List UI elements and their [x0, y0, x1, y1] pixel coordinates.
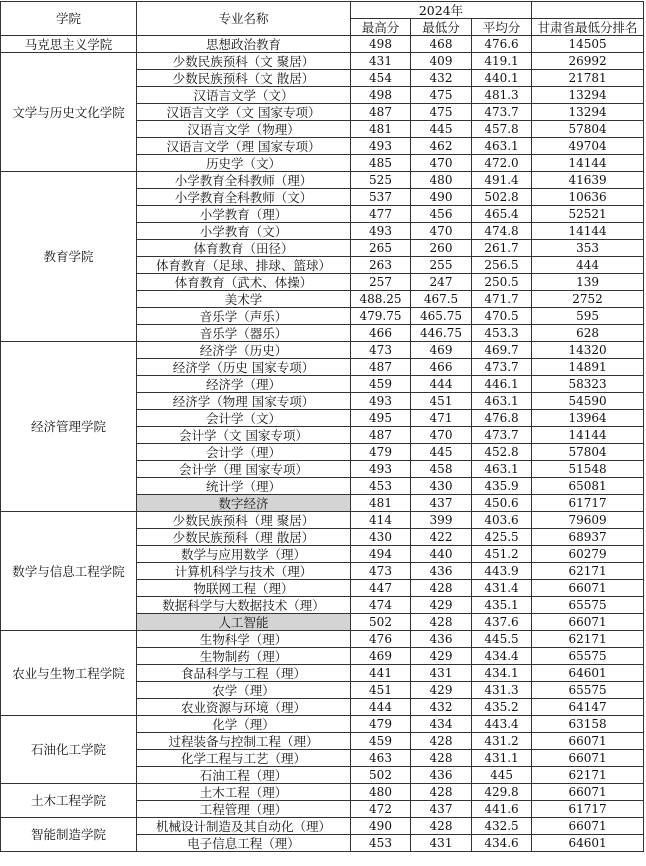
avg-score-cell: 431.1: [472, 750, 532, 767]
rank-cell: 2752: [532, 291, 644, 308]
avg-score-cell: 256.5: [472, 257, 532, 274]
avg-score-cell: 463.1: [472, 461, 532, 478]
major-cell: 少数民族预科（理 聚居）: [137, 512, 351, 529]
major-cell: 食品科学与工程（理）: [137, 665, 351, 682]
avg-score-cell: 471.7: [472, 291, 532, 308]
major-cell: 体育教育（武术、体操）: [137, 274, 351, 291]
rank-cell: 139: [532, 274, 644, 291]
min-score-cell: 465.75: [411, 308, 472, 325]
major-cell: 会计学（文 国家专项）: [137, 427, 351, 444]
major-cell: 生物制药（理）: [137, 648, 351, 665]
rank-cell: 14320: [532, 342, 644, 359]
avg-score-cell: 443.9: [472, 563, 532, 580]
college-cell: 文学与历史文化学院: [1, 53, 137, 172]
avg-score-cell: 469.7: [472, 342, 532, 359]
max-score-cell: 502: [351, 614, 411, 631]
avg-score-cell: 440.1: [472, 70, 532, 87]
rank-cell: 62171: [532, 631, 644, 648]
avg-score-cell: 470.5: [472, 308, 532, 325]
college-cell: 智能制造学院: [1, 818, 137, 852]
avg-score-cell: 502.8: [472, 189, 532, 206]
avg-score-cell: 434.4: [472, 648, 532, 665]
min-score-cell: 440: [411, 546, 472, 563]
table-row: [1, 53, 644, 70]
major-cell: 机械设计制造及其自动化（理）: [137, 818, 351, 835]
rank-cell: 14505: [532, 36, 644, 53]
header-max: 最高分: [351, 19, 411, 36]
major-cell: 少数民族预科（文 聚居）: [137, 53, 351, 70]
avg-score-cell: 473.7: [472, 104, 532, 121]
min-score-cell: 470: [411, 427, 472, 444]
rank-cell: 10636: [532, 189, 644, 206]
rank-cell: 353: [532, 240, 644, 257]
avg-score-cell: 476.6: [472, 36, 532, 53]
max-score-cell: 537: [351, 189, 411, 206]
min-score-cell: 470: [411, 223, 472, 240]
avg-score-cell: 431.3: [472, 682, 532, 699]
min-score-cell: 432: [411, 70, 472, 87]
avg-score-cell: 403.6: [472, 512, 532, 529]
min-score-cell: 434: [411, 716, 472, 733]
major-cell: 电子信息工程（理）: [137, 835, 351, 852]
max-score-cell: 493: [351, 461, 411, 478]
max-score-cell: 481: [351, 121, 411, 138]
avg-score-cell: 261.7: [472, 240, 532, 257]
rank-cell: 68937: [532, 529, 644, 546]
min-score-cell: 436: [411, 563, 472, 580]
major-cell: 汉语言文学（文）: [137, 87, 351, 104]
max-score-cell: 479: [351, 716, 411, 733]
max-score-cell: 493: [351, 138, 411, 155]
major-cell: 农学（理）: [137, 682, 351, 699]
major-cell: 音乐学（声乐）: [137, 308, 351, 325]
rank-cell: 65575: [532, 648, 644, 665]
max-score-cell: 479.75: [351, 308, 411, 325]
max-score-cell: 495: [351, 410, 411, 427]
max-score-cell: 502: [351, 767, 411, 784]
major-cell: 统计学（理）: [137, 478, 351, 495]
college-cell: 土木工程学院: [1, 784, 137, 818]
max-score-cell: 430: [351, 529, 411, 546]
major-cell: 化学（理）: [137, 716, 351, 733]
min-score-cell: 445: [411, 444, 472, 461]
max-score-cell: 459: [351, 376, 411, 393]
rank-cell: 13294: [532, 87, 644, 104]
min-score-cell: 471: [411, 410, 472, 427]
table-row: [1, 784, 644, 801]
max-score-cell: 487: [351, 359, 411, 376]
rank-cell: 14144: [532, 223, 644, 240]
min-score-cell: 458: [411, 461, 472, 478]
max-score-cell: 472: [351, 801, 411, 818]
table-row: [1, 172, 644, 189]
rank-cell: 49704: [532, 138, 644, 155]
rank-cell: 66071: [532, 818, 644, 835]
min-score-cell: 428: [411, 614, 472, 631]
min-score-cell: 475: [411, 87, 472, 104]
rank-cell: 63158: [532, 716, 644, 733]
max-score-cell: 453: [351, 835, 411, 852]
min-score-cell: 445: [411, 121, 472, 138]
avg-score-cell: 419.1: [472, 53, 532, 70]
min-score-cell: 422: [411, 529, 472, 546]
min-score-cell: 431: [411, 665, 472, 682]
avg-score-cell: 446.1: [472, 376, 532, 393]
table-row: [1, 36, 644, 53]
avg-score-cell: 434.1: [472, 665, 532, 682]
major-cell: 会计学（理 国家专项）: [137, 461, 351, 478]
max-score-cell: 493: [351, 223, 411, 240]
max-score-cell: 488.25: [351, 291, 411, 308]
major-cell: 经济学（历史）: [137, 342, 351, 359]
min-score-cell: 428: [411, 733, 472, 750]
rank-cell: 61717: [532, 495, 644, 512]
avg-score-cell: 491.4: [472, 172, 532, 189]
avg-score-cell: 452.8: [472, 444, 532, 461]
max-score-cell: 459: [351, 733, 411, 750]
college-cell: 经济管理学院: [1, 342, 137, 512]
min-score-cell: 456: [411, 206, 472, 223]
max-score-cell: 490: [351, 818, 411, 835]
max-score-cell: 476: [351, 631, 411, 648]
avg-score-cell: 435.9: [472, 478, 532, 495]
table-row: [1, 716, 644, 733]
avg-score-cell: 450.6: [472, 495, 532, 512]
rank-cell: 444: [532, 257, 644, 274]
min-score-cell: 260: [411, 240, 472, 257]
rank-cell: 51548: [532, 461, 644, 478]
max-score-cell: 265: [351, 240, 411, 257]
major-cell: 汉语言文学（物理）: [137, 121, 351, 138]
major-cell: 物联网工程（理）: [137, 580, 351, 597]
avg-score-cell: 435.1: [472, 597, 532, 614]
max-score-cell: 525: [351, 172, 411, 189]
major-cell: 会计学（理）: [137, 444, 351, 461]
admission-score-table: [0, 1, 644, 852]
max-score-cell: 444: [351, 699, 411, 716]
max-score-cell: 454: [351, 70, 411, 87]
rank-cell: 41639: [532, 172, 644, 189]
rank-cell: 79609: [532, 512, 644, 529]
min-score-cell: 451: [411, 393, 472, 410]
max-score-cell: 473: [351, 342, 411, 359]
min-score-cell: 468: [411, 36, 472, 53]
avg-score-cell: 476.8: [472, 410, 532, 427]
max-score-cell: 263: [351, 257, 411, 274]
major-cell: 美术学: [137, 291, 351, 308]
rank-cell: 58323: [532, 376, 644, 393]
header-blank: [532, 2, 644, 19]
min-score-cell: 247: [411, 274, 472, 291]
avg-score-cell: 435.2: [472, 699, 532, 716]
major-cell: 会计学（文）: [137, 410, 351, 427]
max-score-cell: 487: [351, 104, 411, 121]
major-cell: 数学与应用数学（理）: [137, 546, 351, 563]
max-score-cell: 487: [351, 427, 411, 444]
college-cell: 农业与生物工程学院: [1, 631, 137, 716]
avg-score-cell: 425.5: [472, 529, 532, 546]
max-score-cell: 463: [351, 750, 411, 767]
avg-score-cell: 453.3: [472, 325, 532, 342]
max-score-cell: 431: [351, 53, 411, 70]
rank-cell: 64601: [532, 835, 644, 852]
min-score-cell: 429: [411, 597, 472, 614]
rank-cell: 66071: [532, 784, 644, 801]
min-score-cell: 467.5: [411, 291, 472, 308]
min-score-cell: 428: [411, 750, 472, 767]
rank-cell: 14144: [532, 427, 644, 444]
max-score-cell: 257: [351, 274, 411, 291]
major-cell: 少数民族预科（理 散居）: [137, 529, 351, 546]
min-score-cell: 437: [411, 801, 472, 818]
avg-score-cell: 463.1: [472, 393, 532, 410]
major-cell: 人工智能: [137, 614, 351, 631]
min-score-cell: 470: [411, 155, 472, 172]
avg-score-cell: 429.8: [472, 784, 532, 801]
major-cell: 少数民族预科（文 散居）: [137, 70, 351, 87]
rank-cell: 21781: [532, 70, 644, 87]
header-rank: 甘肃省最低分排名: [532, 19, 644, 36]
min-score-cell: 428: [411, 784, 472, 801]
rank-cell: 65575: [532, 597, 644, 614]
max-score-cell: 441: [351, 665, 411, 682]
max-score-cell: 451: [351, 682, 411, 699]
table-row: [1, 818, 644, 835]
min-score-cell: 469: [411, 342, 472, 359]
major-cell: 小学教育全科教师（文）: [137, 189, 351, 206]
rank-cell: 52521: [532, 206, 644, 223]
college-cell: 教育学院: [1, 172, 137, 342]
rank-cell: 65575: [532, 682, 644, 699]
max-score-cell: 453: [351, 478, 411, 495]
max-score-cell: 498: [351, 36, 411, 53]
rank-cell: 57804: [532, 444, 644, 461]
avg-score-cell: 445: [472, 767, 532, 784]
min-score-cell: 436: [411, 631, 472, 648]
avg-score-cell: 434.6: [472, 835, 532, 852]
max-score-cell: 469: [351, 648, 411, 665]
max-score-cell: 477: [351, 206, 411, 223]
rank-cell: 26992: [532, 53, 644, 70]
avg-score-cell: 445.5: [472, 631, 532, 648]
min-score-cell: 431: [411, 835, 472, 852]
avg-score-cell: 437.6: [472, 614, 532, 631]
major-cell: 数字经济: [137, 495, 351, 512]
rank-cell: 54590: [532, 393, 644, 410]
avg-score-cell: 457.8: [472, 121, 532, 138]
major-cell: 小学教育（文）: [137, 223, 351, 240]
min-score-cell: 430: [411, 478, 472, 495]
max-score-cell: 479: [351, 444, 411, 461]
header-min: 最低分: [411, 19, 472, 36]
major-cell: 农业资源与环境（理）: [137, 699, 351, 716]
header-row-1: [1, 2, 644, 19]
major-cell: 经济学（历史 国家专项）: [137, 359, 351, 376]
major-cell: 计算机科学与技术（理）: [137, 563, 351, 580]
major-cell: 体育教育（足球、排球、篮球）: [137, 257, 351, 274]
min-score-cell: 444: [411, 376, 472, 393]
min-score-cell: 480: [411, 172, 472, 189]
avg-score-cell: 431.2: [472, 733, 532, 750]
major-cell: 工程管理（理）: [137, 801, 351, 818]
major-cell: 体育教育（田径）: [137, 240, 351, 257]
rank-cell: 66071: [532, 580, 644, 597]
rank-cell: 66071: [532, 614, 644, 631]
max-score-cell: 473: [351, 563, 411, 580]
rank-cell: 13294: [532, 104, 644, 121]
avg-score-cell: 472.0: [472, 155, 532, 172]
rank-cell: 595: [532, 308, 644, 325]
avg-score-cell: 473.7: [472, 427, 532, 444]
min-score-cell: 399: [411, 512, 472, 529]
rank-cell: 14891: [532, 359, 644, 376]
min-score-cell: 255: [411, 257, 472, 274]
avg-score-cell: 432.5: [472, 818, 532, 835]
min-score-cell: 432: [411, 699, 472, 716]
header-year: 2024年: [351, 2, 532, 19]
rank-cell: 14144: [532, 155, 644, 172]
table-row: [1, 512, 644, 529]
major-cell: 小学教育（理）: [137, 206, 351, 223]
table-row: [1, 342, 644, 359]
rank-cell: 13964: [532, 410, 644, 427]
avg-score-cell: 451.2: [472, 546, 532, 563]
avg-score-cell: 473.7: [472, 359, 532, 376]
rank-cell: 62171: [532, 767, 644, 784]
min-score-cell: 490: [411, 189, 472, 206]
min-score-cell: 429: [411, 648, 472, 665]
major-cell: 思想政治教育: [137, 36, 351, 53]
major-cell: 数据科学与大数据技术（理）: [137, 597, 351, 614]
rank-cell: 65081: [532, 478, 644, 495]
major-cell: 石油工程（理）: [137, 767, 351, 784]
major-cell: 经济学（物理 国家专项）: [137, 393, 351, 410]
max-score-cell: 485: [351, 155, 411, 172]
max-score-cell: 414: [351, 512, 411, 529]
min-score-cell: 428: [411, 818, 472, 835]
major-cell: 历史学（文）: [137, 155, 351, 172]
max-score-cell: 474: [351, 597, 411, 614]
min-score-cell: 446.75: [411, 325, 472, 342]
avg-score-cell: 465.4: [472, 206, 532, 223]
max-score-cell: 447: [351, 580, 411, 597]
rank-cell: 57804: [532, 121, 644, 138]
rank-cell: 628: [532, 325, 644, 342]
avg-score-cell: 463.1: [472, 138, 532, 155]
major-cell: 汉语言文学（理 国家专项）: [137, 138, 351, 155]
min-score-cell: 436: [411, 767, 472, 784]
major-cell: 过程装备与控制工程（理）: [137, 733, 351, 750]
max-score-cell: 493: [351, 393, 411, 410]
major-cell: 音乐学（器乐）: [137, 325, 351, 342]
rank-cell: 66071: [532, 733, 644, 750]
rank-cell: 66071: [532, 750, 644, 767]
rank-cell: 60279: [532, 546, 644, 563]
college-cell: 马克思主义学院: [1, 36, 137, 53]
major-cell: 经济学（理）: [137, 376, 351, 393]
max-score-cell: 498: [351, 87, 411, 104]
max-score-cell: 480: [351, 784, 411, 801]
header-avg: 平均分: [472, 19, 532, 36]
college-cell: 石油化工学院: [1, 716, 137, 784]
min-score-cell: 466: [411, 359, 472, 376]
major-cell: 小学教育全科教师（理）: [137, 172, 351, 189]
major-cell: 土木工程（理）: [137, 784, 351, 801]
rank-cell: 64147: [532, 699, 644, 716]
college-cell: 数学与信息工程学院: [1, 512, 137, 631]
min-score-cell: 428: [411, 580, 472, 597]
avg-score-cell: 443.4: [472, 716, 532, 733]
rank-cell: 61717: [532, 801, 644, 818]
avg-score-cell: 481.3: [472, 87, 532, 104]
header-college: 学院: [1, 2, 137, 36]
min-score-cell: 409: [411, 53, 472, 70]
min-score-cell: 437: [411, 495, 472, 512]
min-score-cell: 462: [411, 138, 472, 155]
min-score-cell: 429: [411, 682, 472, 699]
major-cell: 化学工程与工艺（理）: [137, 750, 351, 767]
rank-cell: 64601: [532, 665, 644, 682]
min-score-cell: 475: [411, 104, 472, 121]
avg-score-cell: 474.8: [472, 223, 532, 240]
major-cell: 生物科学（理）: [137, 631, 351, 648]
table-row: [1, 631, 644, 648]
avg-score-cell: 250.5: [472, 274, 532, 291]
max-score-cell: 494: [351, 546, 411, 563]
max-score-cell: 466: [351, 325, 411, 342]
header-major: 专业名称: [137, 2, 351, 36]
major-cell: 汉语言文学（文 国家专项）: [137, 104, 351, 121]
avg-score-cell: 441.6: [472, 801, 532, 818]
rank-cell: 62171: [532, 563, 644, 580]
max-score-cell: 481: [351, 495, 411, 512]
avg-score-cell: 431.4: [472, 580, 532, 597]
table-body: [1, 36, 644, 852]
